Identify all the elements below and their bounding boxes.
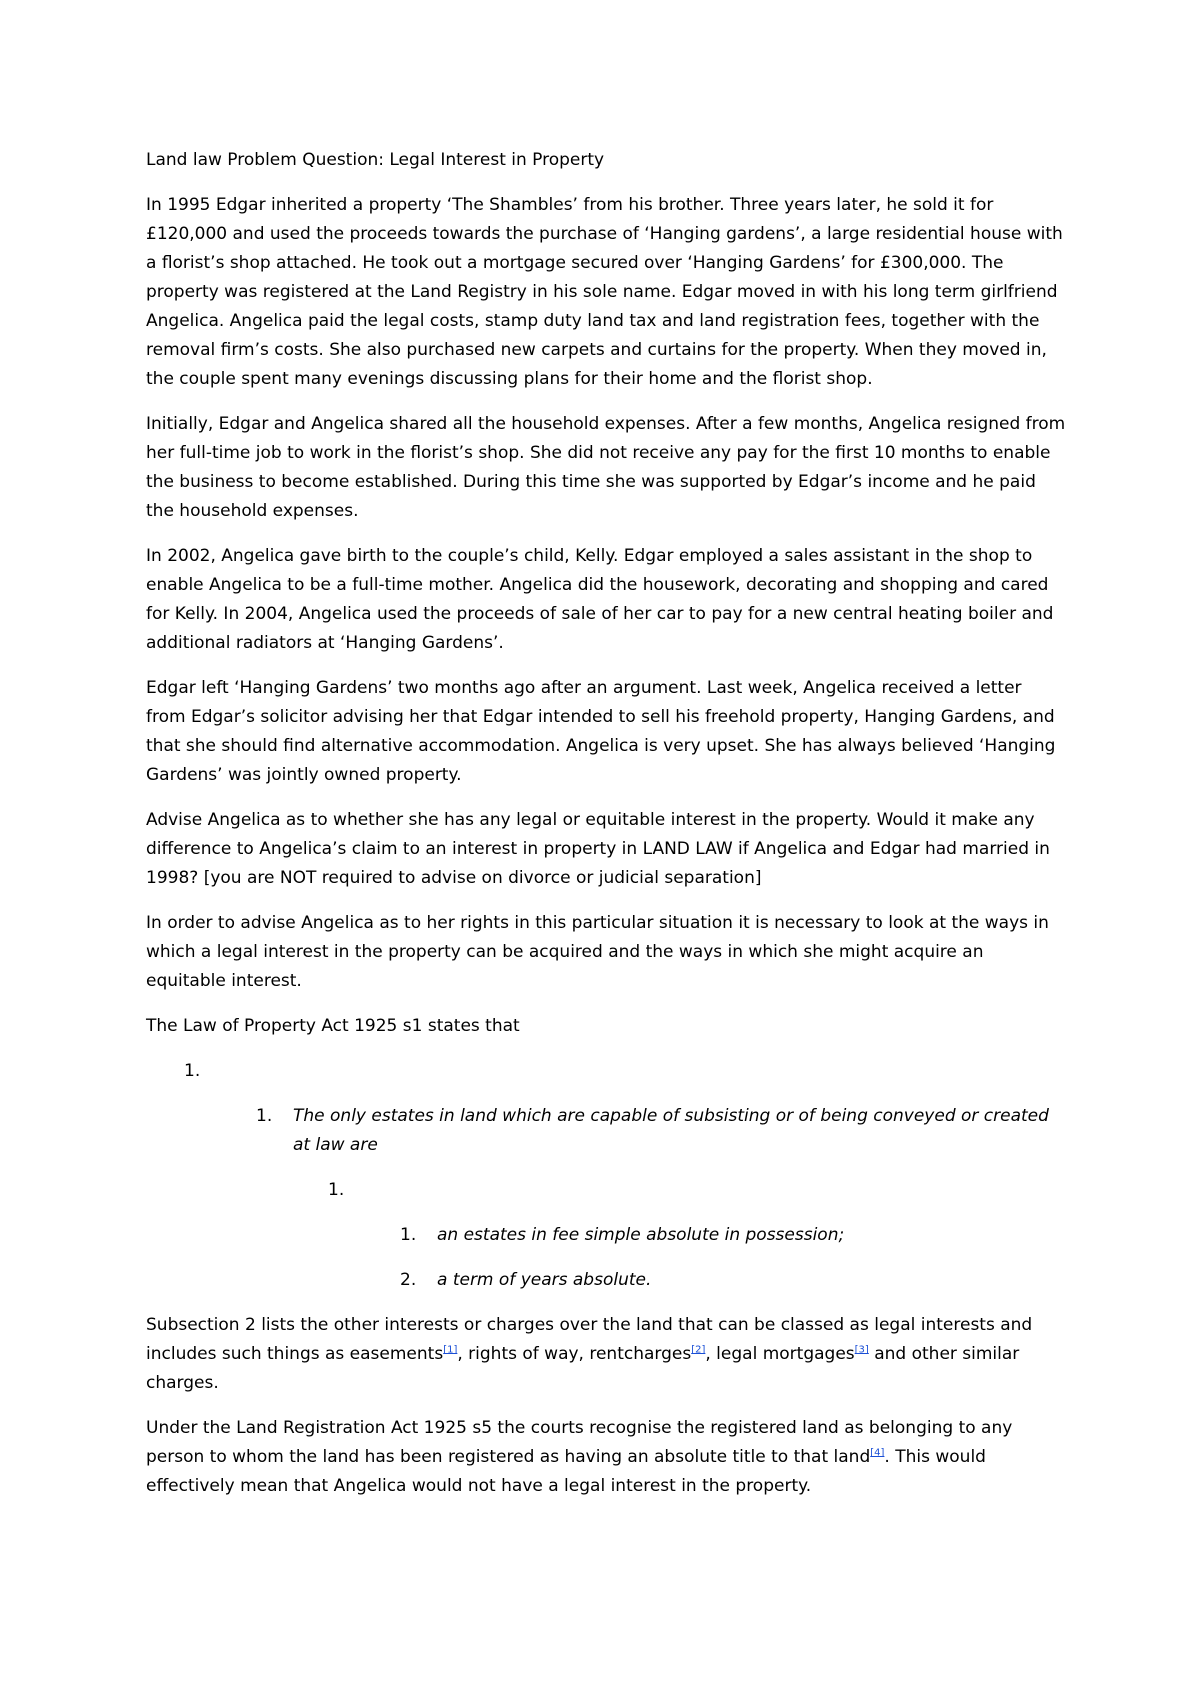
- paragraph-question: Advise Angelica as to whether she has any legal or equitable interest in the property. Would it make any difference to Angelica’s claim to an interest in property in LAND LAW if Angelica and Edgar had married in 1998? [you are NOT required to advise on divorce or judicial separation]: [146, 810, 1050, 888]
- text-segment: . This would effectively mean that Angelica would not have a legal interest in the property.: [146, 1447, 986, 1496]
- statute-quote: The only estates in land which are capable of subsisting or of being conveyed or created at law are: [293, 1106, 1049, 1155]
- footnote-link-1[interactable]: [1]: [443, 1344, 458, 1356]
- paragraph-facts: In 1995 Edgar inherited a property ‘The Shambles’ from his brother. Three years later, he sold it for £120,000 and used the proceeds towards the purchase of ‘Hanging gardens’, a large residential house with a florist’s shop attached. He took out a mortgage secured over ‘Hanging Gardens’ for £300,000. The property was registered at the Land Registry in his sole name. Edgar moved in with his long term girlfriend Angelica. Angelica paid the legal costs, stamp duty land tax and land registration fees, together with the removal firm’s costs. She also purchased new carpets and curtains for the property. When they moved in, the couple spent many evenings discussing plans for their home and the florist shop.: [146, 195, 1063, 389]
- footnote-link-2[interactable]: [2]: [691, 1344, 706, 1356]
- text-segment: , legal mortgages: [705, 1344, 855, 1364]
- list-level-1: [146, 1057, 1066, 1086]
- paragraph-separation: Edgar left ‘Hanging Gardens’ two months ago after an argument. Last week, Angelica received a letter from Edgar’s solicitor advising her that Edgar intended to sell his freehold property, Hanging Gardens, and that she should find alternative accommodation. Angelica is very upset. She has always believed ‘Hanging Gardens’ was jointly owned property.: [146, 678, 1056, 785]
- paragraph-statute-intro: The Law of Property Act 1925 s1 states that: [146, 1016, 520, 1036]
- list-number: 1.: [256, 1106, 273, 1126]
- paragraph-land-registration: [146, 1414, 1066, 1501]
- footnote-link-4[interactable]: [4]: [870, 1447, 885, 1459]
- list-level-3: [146, 1176, 1066, 1205]
- list-number: 2.: [400, 1270, 417, 1290]
- text-segment: , rights of way, rentcharges: [457, 1344, 692, 1364]
- paragraph-expenses: Initially, Edgar and Angelica shared all the household expenses. After a few months, Angelica resigned from her full-time job to work in the florist’s shop. She did not receive any pay for the first 10 months to enable the business to become established. During this time she was supported by Edgar’s income and he paid the household expenses.: [146, 414, 1066, 521]
- paragraph-child: In 2002, Angelica gave birth to the couple’s child, Kelly. Edgar employed a sales assistant in the shop to enable Angelica to be a full-time mother. Angelica did the housework, decorating and shopping and cared for Kelly. In 2004, Angelica used the proceeds of sale of her car to pay for a new central heating boiler and additional radiators at ‘Hanging Gardens’.: [146, 546, 1054, 653]
- list-number: 1.: [184, 1061, 201, 1081]
- list-item-text: an estates in fee simple absolute in possession;: [437, 1225, 845, 1245]
- list-item: [146, 1221, 1066, 1250]
- document-body: [146, 146, 1066, 1517]
- text-segment: Under the Land Registration Act 1925 s5 the courts recognise the registered land as belonging to any person to whom the land has been registered as having an absolute title to that land: [146, 1418, 1013, 1467]
- list-item: [146, 1266, 1066, 1295]
- document-title: Land law Problem Question: Legal Interest in Property: [146, 150, 605, 170]
- paragraph-approach: In order to advise Angelica as to her rights in this particular situation it is necessary to look at the ways in which a legal interest in the property can be acquired and the ways in which she might acquire an equitable interest.: [146, 913, 1049, 991]
- list-number: 1.: [328, 1180, 345, 1200]
- footnote-link-3[interactable]: [3]: [854, 1344, 869, 1356]
- text-segment: Subsection 2 lists the other interests or charges over the land that can be classed as legal interests and includes such things as easements: [146, 1315, 1033, 1364]
- list-number: 1.: [400, 1225, 417, 1245]
- text-segment: and other similar charges.: [146, 1344, 1020, 1393]
- paragraph-subsection-2: [146, 1311, 1066, 1398]
- list-item-text: a term of years absolute.: [437, 1270, 652, 1290]
- list-level-2: [146, 1102, 1066, 1160]
